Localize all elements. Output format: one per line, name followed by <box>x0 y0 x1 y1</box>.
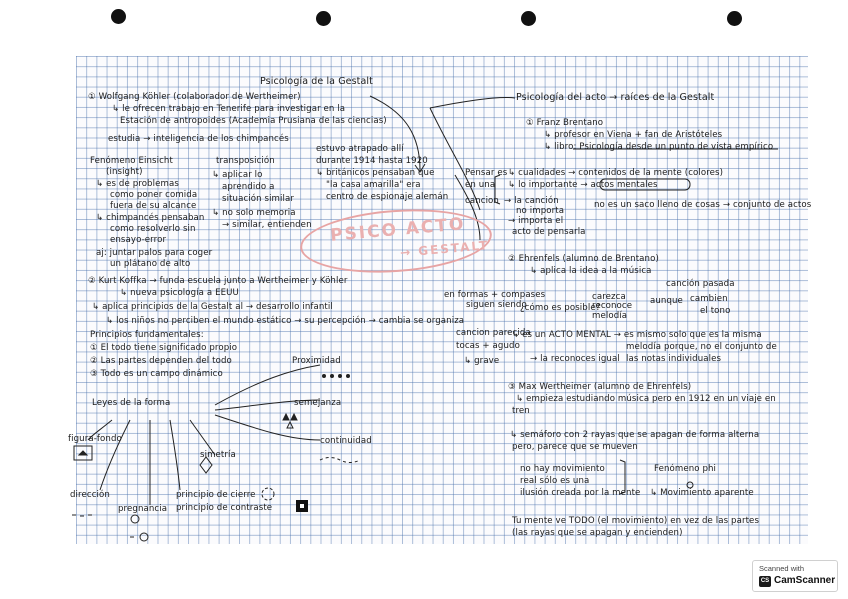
note-line: ↳ británicos pensaban que <box>316 168 435 178</box>
note-line: estuvo atrapado allí <box>316 144 404 154</box>
note-line: ilusión creada por la mente <box>520 488 641 498</box>
principle-item: ① El todo tiene significado propio <box>90 343 238 353</box>
note-line: no hay movimiento <box>520 464 605 474</box>
laws-heading: Leyes de la forma <box>92 398 171 408</box>
law-label: Proximidad <box>292 356 341 366</box>
note-line: melodía porque, no el conjunto de <box>626 342 777 352</box>
note-line: aunque <box>650 296 683 306</box>
note-line: ↳ cualidades → contenidos de la mente (colores) <box>508 168 724 178</box>
note-line: ↳ Movimiento aparente <box>650 488 754 498</box>
note-line: tren <box>512 406 530 416</box>
note-line: ¿cómo es posible? <box>520 303 601 313</box>
law-label: semejanza <box>294 398 342 408</box>
principles-heading: Principios fundamentales: <box>90 330 204 340</box>
note-line: no es un saco lleno de cosas → conjunto de actos <box>594 200 812 210</box>
note-line: cancion <box>465 196 499 206</box>
note-line: cambien <box>690 294 728 304</box>
note-line: reconoce <box>592 301 633 311</box>
note-line: ensayo-error <box>110 235 167 245</box>
camscanner-logo-icon: CS <box>759 576 771 587</box>
note-line: ↳ lo importante → actos mentales <box>508 180 658 190</box>
note-line: como poner comida <box>110 190 198 200</box>
law-label: principio de cierre <box>176 490 256 500</box>
note-line: ↳ nueva psicología a EEUU <box>120 288 239 298</box>
note-line: ↳ aplica la idea a la música <box>530 266 652 276</box>
law-label: simetría <box>200 450 236 460</box>
note-line: estudia → inteligencia de los chimpancés <box>108 134 289 144</box>
note-line: ↳ semáforo con 2 rayas que se apagan de forma alterna <box>510 430 760 440</box>
note-line: durante 1914 hasta 1920 <box>316 156 428 166</box>
note-line: → la reconoces igual <box>530 354 620 364</box>
note-line: las notas individuales <box>626 354 722 364</box>
note-line: melodía <box>592 311 628 321</box>
note-line: ↳ es un ACTO MENTAL → es mismo solo que es la misma <box>512 330 762 340</box>
note-line: ↳ chimpancés pensaban <box>96 213 205 223</box>
note-line: ↳ le ofrecen trabajo en Tenerife para investigar en la <box>112 104 346 114</box>
note-line: → la canción <box>504 196 559 206</box>
note-line: en una <box>465 180 496 190</box>
note-line: Estación de antropoides (Academia Prusiana de las ciencias) <box>120 116 387 126</box>
watermark-brand: CamScanner <box>774 575 836 586</box>
note-line: → similar, entienden <box>222 220 312 230</box>
principle-item: ③ Todo es un campo dinámico <box>90 369 223 379</box>
brentano-heading: ① Franz Brentano <box>526 118 604 128</box>
law-label: principio de contraste <box>176 503 273 513</box>
note-line: canción pasada <box>666 279 735 289</box>
note-line: Fenómeno Einsicht <box>90 156 173 166</box>
note-line: (insight) <box>106 167 143 177</box>
law-label: dirección <box>70 490 110 500</box>
ehrenfels-heading: ② Ehrenfels (alumno de Brentano) <box>508 254 659 264</box>
koffka-heading: ② Kurt Koffka → funda escuela junto a Wertheimer y Köhler <box>88 276 348 286</box>
note-line: ↳ aplica principios de la Gestalt al → desarrollo infantil <box>92 302 333 312</box>
note-line: siguen siendo <box>466 300 527 310</box>
note-line: → importa el <box>508 216 564 226</box>
law-label: continuidad <box>320 436 372 446</box>
note-line: en formas + compases <box>444 290 546 300</box>
principle-item: ② Las partes dependen del todo <box>90 356 232 366</box>
watermark-caption: Scanned with <box>759 564 805 573</box>
note-line: pero, parece que se mueven <box>512 442 638 452</box>
note-line: fuera de su alcance <box>110 201 197 211</box>
note-line: acto de pensarla <box>512 227 586 237</box>
note-line: cancion parecida <box>456 328 531 338</box>
note-line: ↳ empieza estudiando música pero en 1912 en un viaje en <box>516 394 776 404</box>
main-title: Psicología de la Gestalt <box>260 76 373 87</box>
note-line: transposición <box>216 156 275 166</box>
note-line: centro de espionaje alemán <box>326 192 449 202</box>
note-line: ↳ los niños no perciben el mundo estático → su percepción → cambia se organiza <box>106 316 465 326</box>
note-line: no importa <box>516 206 565 216</box>
stamp-subtitle: → GESTALT <box>399 238 490 260</box>
note-line: real sólo es una <box>520 476 590 486</box>
law-label: pregnancia <box>118 504 168 514</box>
note-line: Pensar es <box>465 168 508 178</box>
note-line: tocas + agudo <box>456 341 520 351</box>
note-line: aprendido a <box>222 182 275 192</box>
right-title: Psicología del acto → raíces de la Gestalt <box>516 92 715 103</box>
note-line: ↳ grave <box>464 356 500 366</box>
note-line: "la casa amarilla" era <box>326 180 421 190</box>
camscanner-watermark <box>752 560 838 592</box>
note-line: ↳ profesor en Viena + fan de Aristóteles <box>544 130 723 140</box>
note-line: aj: juntar palos para coger <box>96 248 213 258</box>
note-line: ↳ aplicar lo <box>212 170 263 180</box>
kohler-heading: ① Wolfgang Köhler (colaborador de Wertheimer) <box>88 92 301 102</box>
note-line: como resolverlo sin <box>110 224 196 234</box>
note-line: situación similar <box>222 194 295 204</box>
note-line: un plátano de alto <box>110 259 191 269</box>
note-line: ↳ es de problemas <box>96 179 179 189</box>
note-line: Fenómeno phi <box>654 464 717 474</box>
wertheimer-heading: ③ Max Wertheimer (alumno de Ehrenfels) <box>508 382 692 392</box>
note-line: ↳ no solo memoria <box>212 208 296 218</box>
note-line: el tono <box>700 306 731 316</box>
note-line: (las rayas que se apagan y encienden) <box>512 528 683 538</box>
note-line: Tu mente ve TODO (el movimiento) en vez de las partes <box>512 516 760 526</box>
stamp-title: PSICO ACTO <box>329 214 467 246</box>
note-line: carezca <box>592 292 626 302</box>
note-line: ↳ libro: Psicología desde un punto de vista empírico <box>544 142 774 152</box>
law-label: figura-fondo <box>68 434 122 444</box>
